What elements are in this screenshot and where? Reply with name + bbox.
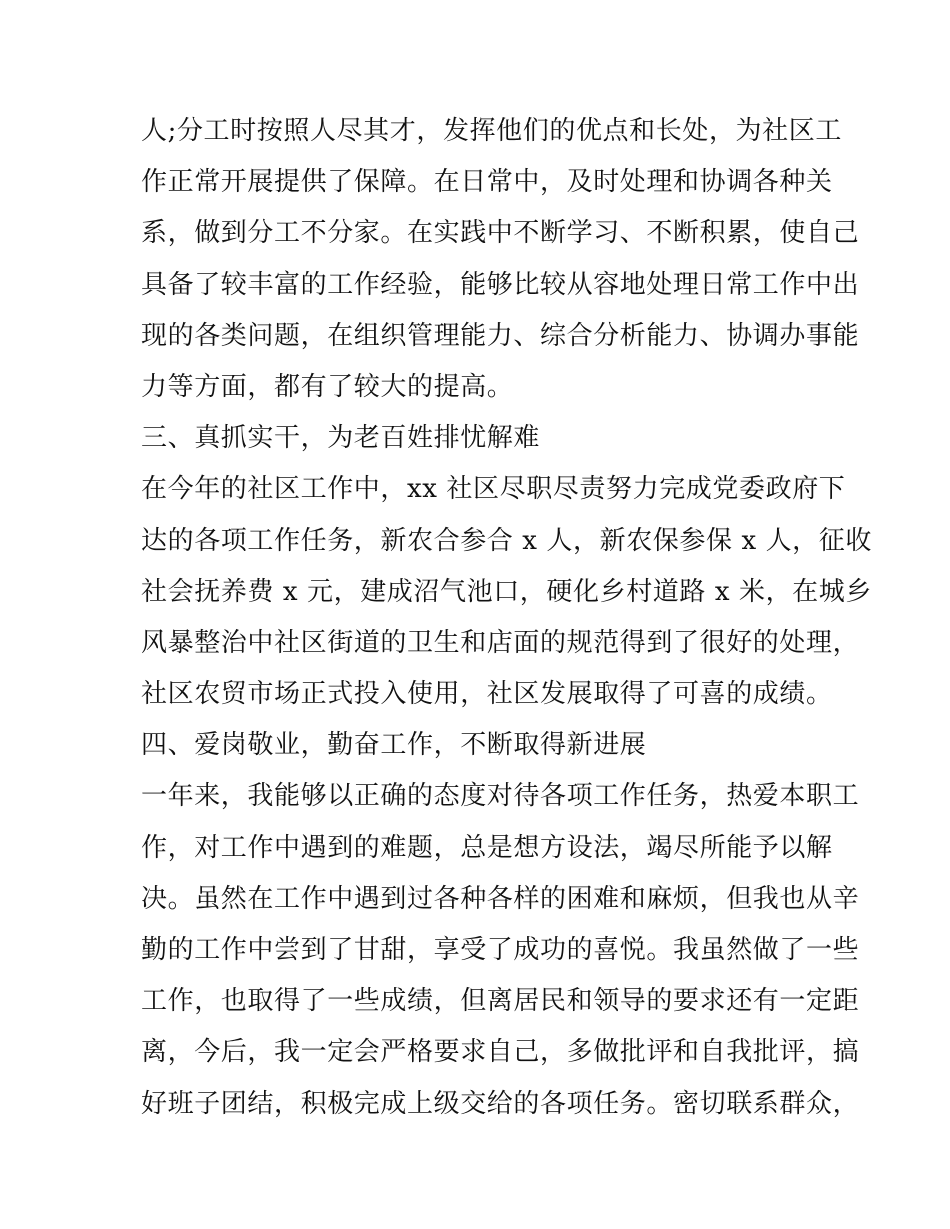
- body-text: [141, 106, 872, 1130]
- text-line: 达的各项工作任务，新农合参合 x 人，新农保参保 x 人，征收: [141, 525, 872, 556]
- text-line: 具备了较丰富的工作经验，能够比较从容地处理日常工作中出: [141, 269, 860, 300]
- text-line: 勤的工作中尝到了甘甜，享受了成功的喜悦。我虽然做了一些: [141, 935, 860, 965]
- section-heading-4: 四、爱岗敬业，勤奋工作，不断取得新进展: [141, 730, 647, 761]
- text-line: 作，对工作中遇到的难题，总是想方设法，竭尽所能予以解: [141, 832, 833, 863]
- text-line: 系，做到分工不分家。在实践中不断学习、不断积累，使自己: [141, 218, 860, 249]
- text-line: 一年来，我能够以正确的态度对待各项工作任务，热爱本职工: [141, 781, 860, 812]
- text-line: 风暴整治中社区街道的卫生和店面的规范得到了很好的处理，: [141, 627, 860, 658]
- text-line: 好班子团结，积极完成上级交给的各项任务。密切联系群众，: [141, 1088, 860, 1119]
- text-line: 人;分工时按照人尽其才，发挥他们的优点和长处，为社区工: [141, 116, 842, 146]
- text-line: 离，今后，我一定会严格要求自己，多做批评和自我批评，搞: [141, 1037, 860, 1068]
- section-heading-3: 三、真抓实干，为老百姓排忧解难: [141, 423, 541, 454]
- text-line: 社会抚养费 x 元，建成沼气池口，硬化乡村道路 x 米，在城乡: [141, 576, 872, 607]
- text-line: 社区农贸市场正式投入使用，社区发展取得了可喜的成绩。: [141, 679, 833, 710]
- text-line: 在今年的社区工作中，xx 社区尽职尽责努力完成党委政府下: [141, 474, 846, 505]
- text-line: 作正常开展提供了保障。在日常中，及时处理和协调各种关: [141, 167, 833, 198]
- text-line: 决。虽然在工作中遇到过各种各样的困难和麻烦，但我也从辛: [141, 883, 860, 914]
- text-line: 力等方面，都有了较大的提高。: [141, 371, 514, 402]
- text-line: 现的各类问题，在组织管理能力、综合分析能力、协调办事能: [141, 320, 860, 351]
- text-line: 工作，也取得了一些成绩，但离居民和领导的要求还有一定距: [141, 986, 860, 1017]
